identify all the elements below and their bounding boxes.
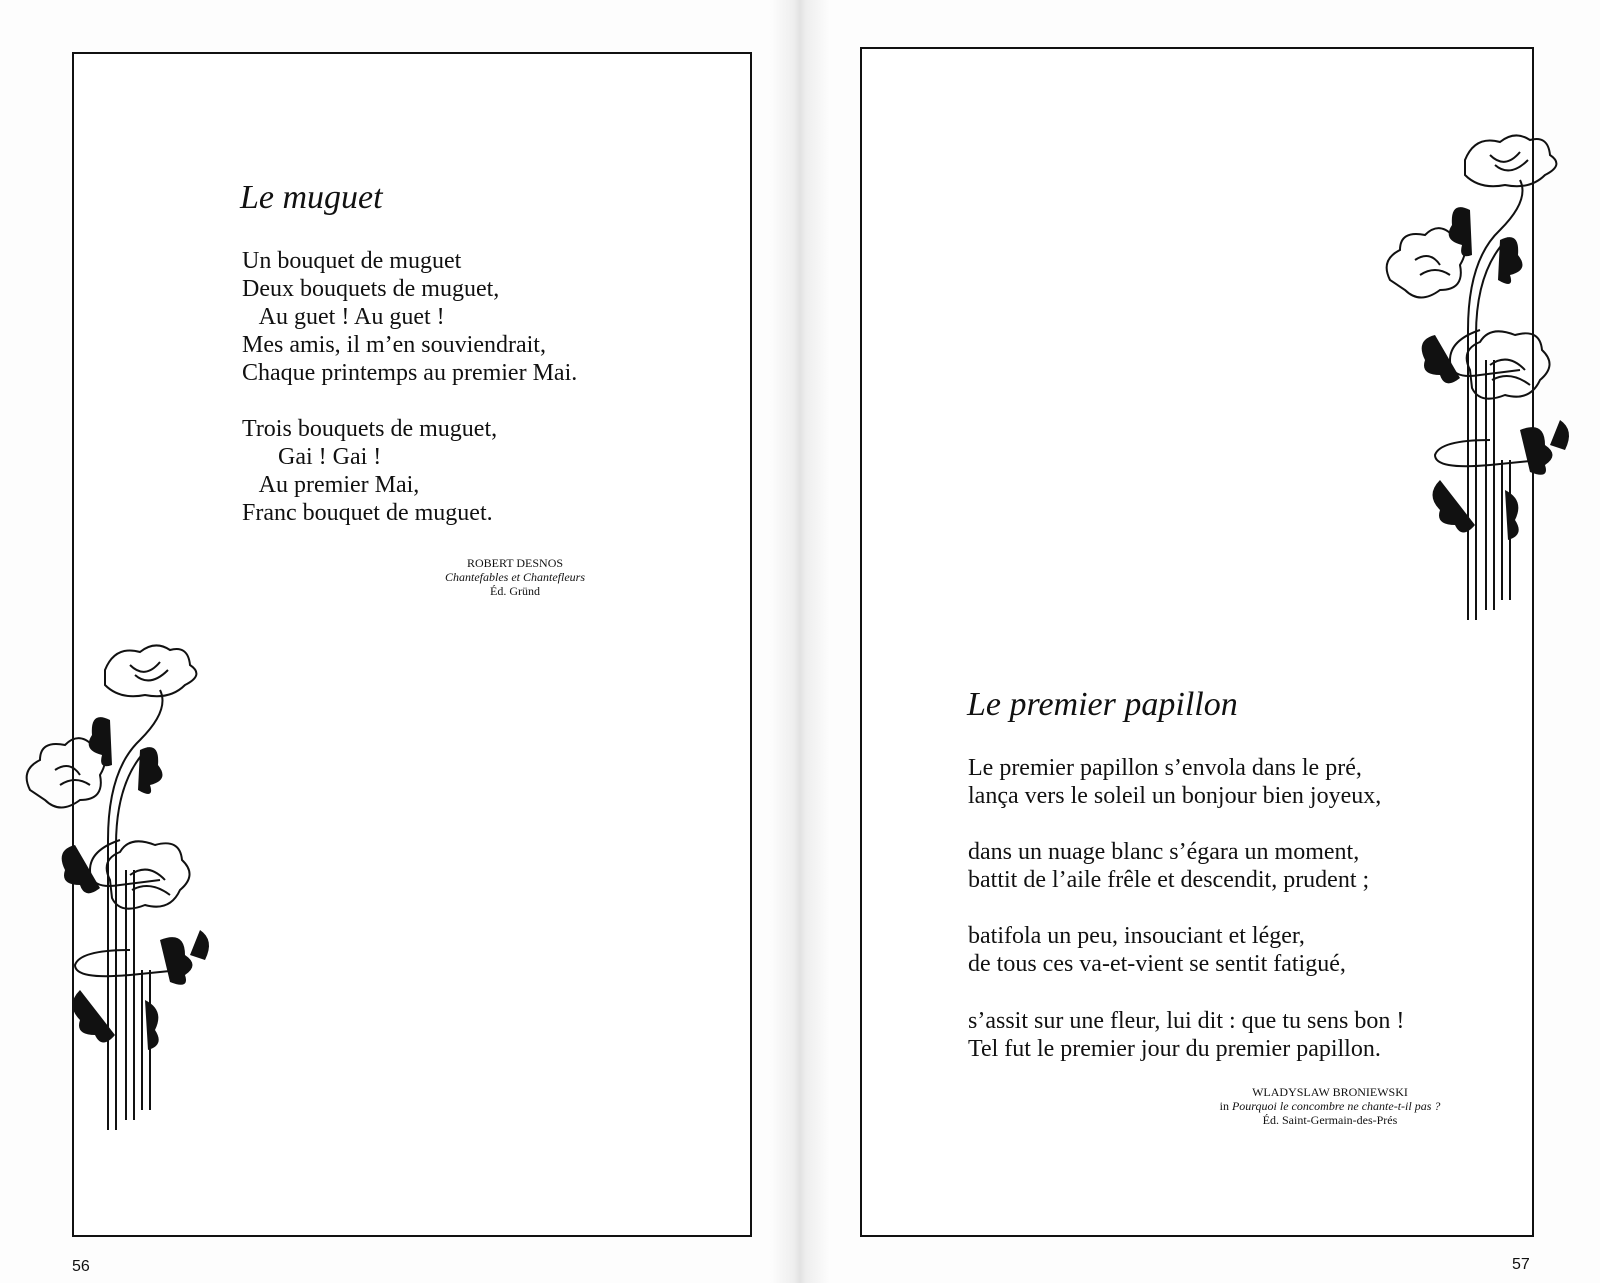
source-prefix: in [1219, 1099, 1232, 1113]
poem-stanza-1: Le premier papillon s’envola dans le pré, lança vers le soleil un bonjour bien joyeux, [968, 755, 1382, 809]
poem-title-le-muguet: Le muguet [240, 179, 383, 216]
poppy-flower-illustration [1380, 130, 1580, 640]
publisher: Éd. Gründ [490, 584, 540, 598]
poem-title-le-premier-papillon: Le premier papillon [967, 686, 1238, 723]
book-spine-shadow [770, 0, 830, 1283]
publisher: Éd. Saint-Germain-des-Prés [1262, 1113, 1398, 1127]
poem-stanza-4: s’assit sur une fleur, lui dit : que tu sens bon ! Tel fut le premier jour du premier papillon. [968, 1008, 1405, 1062]
author-name: WLADYSLAW BRONIEWSKI [1252, 1085, 1408, 1099]
page-number-left: 56 [72, 1258, 90, 1275]
poem-credit [425, 556, 605, 598]
poem-stanza-2: dans un nuage blanc s’égara un moment, battit de l’aile frêle et descendit, prudent ; [968, 839, 1370, 893]
poem-stanza-2: Trois bouquets de muguet, Gai ! Gai ! Au premier Mai, Franc bouquet de muguet. [242, 416, 498, 526]
page-number-right: 57 [1512, 1256, 1530, 1273]
poem-stanza-1: Un bouquet de muguet Deux bouquets de muguet, Au guet ! Au guet ! Mes amis, il m’en souviendrait, Chaque printemps au premier Mai. [242, 248, 578, 386]
source-title: Chantefables et Chantefleurs [445, 570, 585, 584]
poppy-flower-illustration [20, 640, 220, 1150]
poem-stanza-3: batifola un peu, insouciant et léger, de tous ces va-et-vient se sentit fatigué, [968, 923, 1346, 977]
author-name: ROBERT DESNOS [466, 556, 564, 570]
poem-credit [1180, 1085, 1480, 1127]
source-title: Pourquoi le concombre ne chante-t-il pas ? [1231, 1099, 1441, 1113]
